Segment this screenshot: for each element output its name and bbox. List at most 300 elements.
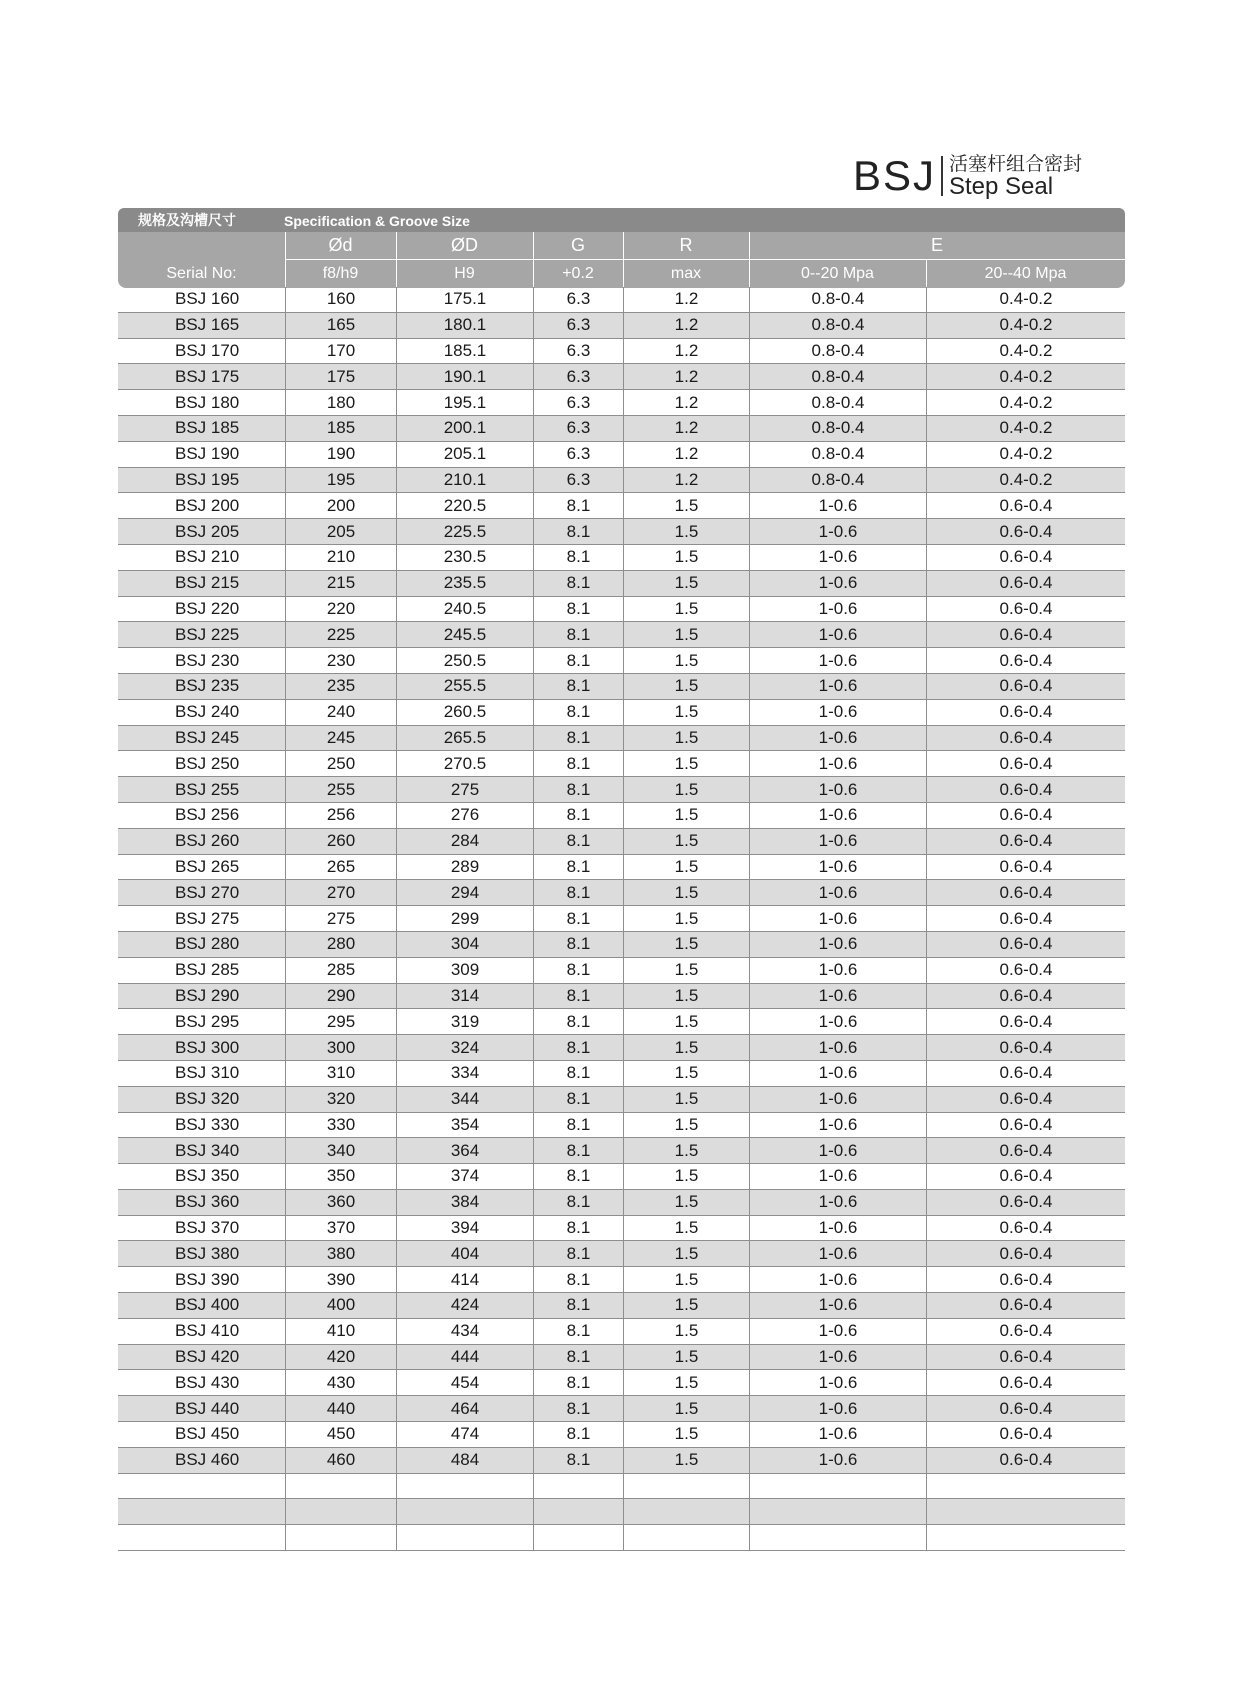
cell-d: 195 xyxy=(285,468,396,493)
cell-E-low xyxy=(749,1474,926,1499)
cell-D: 474 xyxy=(396,1422,533,1447)
cell-E-low: 0.8-0.4 xyxy=(749,442,926,467)
cell-R: 1.5 xyxy=(623,829,749,854)
cell-E-low: 0.8-0.4 xyxy=(749,416,926,441)
cell-E-high: 0.6-0.4 xyxy=(926,1164,1125,1189)
cell-serial: BSJ 320 xyxy=(175,1089,240,1109)
table-row xyxy=(118,1113,1125,1139)
cell-serial xyxy=(118,1499,285,1524)
cell-d: 400 xyxy=(285,1293,396,1318)
table-row xyxy=(118,1035,1125,1061)
cell-E-high: 0.4-0.2 xyxy=(926,390,1125,415)
table-row xyxy=(118,287,1125,313)
cell-D xyxy=(396,1525,533,1550)
cell-R: 1.5 xyxy=(623,1370,749,1395)
cell-d: 270 xyxy=(285,880,396,905)
table-row xyxy=(118,1525,1125,1551)
cell-R: 1.5 xyxy=(623,1267,749,1292)
cell-E-high xyxy=(926,1499,1125,1524)
header-divider xyxy=(396,232,397,288)
cell-serial: BSJ 370 xyxy=(175,1218,240,1238)
cell-serial: BSJ 310 xyxy=(175,1063,240,1083)
cell-E-low: 1-0.6 xyxy=(749,1345,926,1370)
cell-R: 1.5 xyxy=(623,571,749,596)
cell-G xyxy=(533,1474,623,1499)
cell-G: 8.1 xyxy=(533,1087,623,1112)
cell-E-high: 0.6-0.4 xyxy=(926,1190,1125,1215)
cell-D: 384 xyxy=(396,1190,533,1215)
cell-D: 444 xyxy=(396,1345,533,1370)
cell-E-high: 0.4-0.2 xyxy=(926,416,1125,441)
cell-E-low: 1-0.6 xyxy=(749,803,926,828)
cell-serial: BSJ 430 xyxy=(175,1372,240,1392)
cell-E-high: 0.4-0.2 xyxy=(926,364,1125,389)
cell-R: 1.5 xyxy=(623,906,749,931)
cell-d: 170 xyxy=(285,339,396,364)
cell-E-low: 1-0.6 xyxy=(749,1113,926,1138)
cell-E-high: 0.6-0.4 xyxy=(926,855,1125,880)
table-row xyxy=(118,1448,1125,1474)
cell-R: 1.5 xyxy=(623,1216,749,1241)
cell-E-high: 0.6-0.4 xyxy=(926,1035,1125,1060)
cell-E-low: 1-0.6 xyxy=(749,958,926,983)
cell-R: 1.2 xyxy=(623,364,749,389)
cell-R: 1.5 xyxy=(623,519,749,544)
cell-E-high: 0.6-0.4 xyxy=(926,1061,1125,1086)
cell-serial: BSJ 300 xyxy=(175,1037,240,1057)
cell-G: 8.1 xyxy=(533,1293,623,1318)
cell-R: 1.5 xyxy=(623,1345,749,1370)
cell-G: 6.3 xyxy=(533,442,623,467)
header-divider xyxy=(285,259,1125,260)
cell-E-low: 1-0.6 xyxy=(749,1370,926,1395)
cell-D: 424 xyxy=(396,1293,533,1318)
cell-G: 8.1 xyxy=(533,1319,623,1344)
cell-E-low: 1-0.6 xyxy=(749,1448,926,1473)
cell-E-high: 0.6-0.4 xyxy=(926,493,1125,518)
cell-G: 8.1 xyxy=(533,777,623,802)
cell-D: 414 xyxy=(396,1267,533,1292)
cell-D: 309 xyxy=(396,958,533,983)
cell-G: 8.1 xyxy=(533,1113,623,1138)
cell-E-low: 1-0.6 xyxy=(749,751,926,776)
cell-d: 360 xyxy=(285,1190,396,1215)
cell-serial: BSJ 285 xyxy=(175,960,240,980)
cell-D: 235.5 xyxy=(396,571,533,596)
cell-serial: BSJ 215 xyxy=(175,573,240,593)
cell-d: 285 xyxy=(285,958,396,983)
cell-serial: BSJ 220 xyxy=(175,598,240,618)
cell-D: 404 xyxy=(396,1241,533,1266)
cell-E-low: 1-0.6 xyxy=(749,648,926,673)
cell-D xyxy=(396,1474,533,1499)
cell-R: 1.5 xyxy=(623,674,749,699)
cell-D: 484 xyxy=(396,1448,533,1473)
table-row xyxy=(118,700,1125,726)
cell-d: 320 xyxy=(285,1087,396,1112)
table-row xyxy=(118,1190,1125,1216)
cell-serial: BSJ 330 xyxy=(175,1114,240,1134)
table-row xyxy=(118,571,1125,597)
table-row xyxy=(118,674,1125,700)
cell-d: 240 xyxy=(285,700,396,725)
cell-R xyxy=(623,1499,749,1524)
cell-G: 8.1 xyxy=(533,984,623,1009)
cell-D: 185.1 xyxy=(396,339,533,364)
cell-d: 175 xyxy=(285,364,396,389)
cell-E-low: 0.8-0.4 xyxy=(749,390,926,415)
cell-D: 374 xyxy=(396,1164,533,1189)
cell-D: 250.5 xyxy=(396,648,533,673)
cell-R: 1.5 xyxy=(623,855,749,880)
cell-E-high: 0.6-0.4 xyxy=(926,751,1125,776)
cell-R: 1.5 xyxy=(623,1087,749,1112)
cell-serial: BSJ 165 xyxy=(175,315,240,335)
cell-G: 8.1 xyxy=(533,545,623,570)
cell-G: 8.1 xyxy=(533,493,623,518)
cell-R: 1.2 xyxy=(623,416,749,441)
cell-D: 314 xyxy=(396,984,533,1009)
cell-serial: BSJ 350 xyxy=(175,1166,240,1186)
cell-E-high: 0.6-0.4 xyxy=(926,1370,1125,1395)
cell-serial: BSJ 225 xyxy=(175,624,240,644)
cell-E-high: 0.6-0.4 xyxy=(926,803,1125,828)
cell-D: 434 xyxy=(396,1319,533,1344)
table-row xyxy=(118,1241,1125,1267)
cell-G: 8.1 xyxy=(533,803,623,828)
cell-d: 450 xyxy=(285,1422,396,1447)
cell-E-low: 1-0.6 xyxy=(749,726,926,751)
cell-E-high: 0.6-0.4 xyxy=(926,777,1125,802)
cell-serial xyxy=(118,1474,285,1499)
cell-G: 8.1 xyxy=(533,519,623,544)
cell-E-high xyxy=(926,1525,1125,1550)
cell-E-low: 1-0.6 xyxy=(749,777,926,802)
cell-E-low: 1-0.6 xyxy=(749,1087,926,1112)
cell-d: 205 xyxy=(285,519,396,544)
cell-d: 245 xyxy=(285,726,396,751)
cell-R: 1.5 xyxy=(623,777,749,802)
cell-serial: BSJ 205 xyxy=(175,521,240,541)
cell-serial: BSJ 245 xyxy=(175,727,240,747)
cell-D: 275 xyxy=(396,777,533,802)
table-row xyxy=(118,364,1125,390)
cell-R: 1.5 xyxy=(623,1035,749,1060)
header-R-tolerance: max xyxy=(670,265,702,282)
cell-E-low: 1-0.6 xyxy=(749,1216,926,1241)
cell-d: 275 xyxy=(285,906,396,931)
cell-D: 245.5 xyxy=(396,622,533,647)
table-row xyxy=(118,1009,1125,1035)
cell-d: 330 xyxy=(285,1113,396,1138)
cell-E-low: 1-0.6 xyxy=(749,1035,926,1060)
cell-G: 8.1 xyxy=(533,674,623,699)
cell-serial: BSJ 235 xyxy=(175,676,240,696)
table-row xyxy=(118,442,1125,468)
cell-E-high xyxy=(926,1474,1125,1499)
cell-D: 364 xyxy=(396,1138,533,1163)
cell-D: 294 xyxy=(396,880,533,905)
cell-d: 295 xyxy=(285,1009,396,1034)
cell-E-low: 1-0.6 xyxy=(749,597,926,622)
cell-d: 215 xyxy=(285,571,396,596)
cell-D: 205.1 xyxy=(396,442,533,467)
cell-E-low: 1-0.6 xyxy=(749,1009,926,1034)
table-row xyxy=(118,545,1125,571)
cell-G: 8.1 xyxy=(533,1448,623,1473)
header-G-tolerance: +0.2 xyxy=(562,265,594,282)
cell-d: 200 xyxy=(285,493,396,518)
cell-E-high: 0.6-0.4 xyxy=(926,571,1125,596)
cell-D: 255.5 xyxy=(396,674,533,699)
cell-E-low: 1-0.6 xyxy=(749,906,926,931)
spec-table-body xyxy=(118,287,1125,1551)
table-row xyxy=(118,313,1125,339)
cell-serial: BSJ 260 xyxy=(175,831,240,851)
cell-G: 8.1 xyxy=(533,1370,623,1395)
cell-E-high: 0.6-0.4 xyxy=(926,1087,1125,1112)
table-row xyxy=(118,339,1125,365)
cell-D: 210.1 xyxy=(396,468,533,493)
header-E-high-pressure: 20--40 Mpa xyxy=(984,265,1067,282)
cell-serial: BSJ 265 xyxy=(175,856,240,876)
cell-serial: BSJ 295 xyxy=(175,1011,240,1031)
cell-D: 265.5 xyxy=(396,726,533,751)
cell-G: 8.1 xyxy=(533,1396,623,1421)
cell-E-low: 1-0.6 xyxy=(749,674,926,699)
cell-d: 220 xyxy=(285,597,396,622)
cell-E-high: 0.6-0.4 xyxy=(926,984,1125,1009)
cell-G: 8.1 xyxy=(533,1345,623,1370)
cell-G: 8.1 xyxy=(533,855,623,880)
cell-G: 8.1 xyxy=(533,648,623,673)
header-R: R xyxy=(679,235,693,255)
cell-D: 319 xyxy=(396,1009,533,1034)
cell-d: 350 xyxy=(285,1164,396,1189)
cell-D: 240.5 xyxy=(396,597,533,622)
cell-D: 299 xyxy=(396,906,533,931)
cell-E-high: 0.4-0.2 xyxy=(926,442,1125,467)
table-row xyxy=(118,648,1125,674)
cell-G: 8.1 xyxy=(533,571,623,596)
table-row xyxy=(118,726,1125,752)
cell-serial: BSJ 240 xyxy=(175,702,240,722)
cell-D: 276 xyxy=(396,803,533,828)
cell-d: 390 xyxy=(285,1267,396,1292)
cell-E-low: 1-0.6 xyxy=(749,1190,926,1215)
table-row xyxy=(118,932,1125,958)
cell-serial: BSJ 460 xyxy=(175,1450,240,1470)
cell-d: 300 xyxy=(285,1035,396,1060)
cell-R: 1.5 xyxy=(623,493,749,518)
table-row xyxy=(118,1216,1125,1242)
cell-serial: BSJ 256 xyxy=(175,805,240,825)
cell-D: 284 xyxy=(396,829,533,854)
header-D-tolerance: H9 xyxy=(454,265,475,282)
cell-serial: BSJ 250 xyxy=(175,753,240,773)
cell-E-high: 0.6-0.4 xyxy=(926,1396,1125,1421)
table-row xyxy=(118,1319,1125,1345)
cell-E-low: 1-0.6 xyxy=(749,1396,926,1421)
cell-E-high: 0.6-0.4 xyxy=(926,674,1125,699)
cell-d: 235 xyxy=(285,674,396,699)
cell-E-low: 1-0.6 xyxy=(749,700,926,725)
cell-D: 175.1 xyxy=(396,287,533,312)
cell-R: 1.5 xyxy=(623,726,749,751)
cell-E-high: 0.6-0.4 xyxy=(926,622,1125,647)
cell-E-high: 0.6-0.4 xyxy=(926,1138,1125,1163)
cell-E-low: 0.8-0.4 xyxy=(749,364,926,389)
table-row xyxy=(118,390,1125,416)
header-serial: Serial No: xyxy=(166,265,237,282)
cell-R: 1.5 xyxy=(623,1422,749,1447)
cell-d: 340 xyxy=(285,1138,396,1163)
header-d: Ød xyxy=(328,235,353,255)
cell-D: 454 xyxy=(396,1370,533,1395)
cell-E-high: 0.6-0.4 xyxy=(926,597,1125,622)
table-row xyxy=(118,1293,1125,1319)
cell-D: 334 xyxy=(396,1061,533,1086)
cell-D xyxy=(396,1499,533,1524)
cell-D: 394 xyxy=(396,1216,533,1241)
section-title-cn: 规格及沟槽尺寸 xyxy=(138,212,236,228)
product-code: BSJ xyxy=(853,152,937,199)
cell-R: 1.5 xyxy=(623,1138,749,1163)
cell-d: 430 xyxy=(285,1370,396,1395)
cell-d: 280 xyxy=(285,932,396,957)
cell-E-high: 0.6-0.4 xyxy=(926,932,1125,957)
table-row xyxy=(118,984,1125,1010)
cell-E-low: 1-0.6 xyxy=(749,1319,926,1344)
cell-E-high: 0.4-0.2 xyxy=(926,313,1125,338)
cell-E-high: 0.6-0.4 xyxy=(926,648,1125,673)
table-row xyxy=(118,751,1125,777)
cell-R: 1.5 xyxy=(623,932,749,957)
cell-d: 185 xyxy=(285,416,396,441)
section-title-bar xyxy=(118,208,1125,232)
cell-E-high: 0.4-0.2 xyxy=(926,287,1125,312)
cell-d: 256 xyxy=(285,803,396,828)
cell-R: 1.5 xyxy=(623,1190,749,1215)
cell-R: 1.5 xyxy=(623,958,749,983)
header-divider xyxy=(285,232,286,288)
cell-R: 1.5 xyxy=(623,1448,749,1473)
table-row xyxy=(118,906,1125,932)
cell-R: 1.2 xyxy=(623,442,749,467)
table-row xyxy=(118,1267,1125,1293)
cell-E-low: 1-0.6 xyxy=(749,571,926,596)
cell-d: 210 xyxy=(285,545,396,570)
cell-d: 230 xyxy=(285,648,396,673)
product-name-en: Step Seal xyxy=(949,173,1054,200)
header-G: G xyxy=(570,235,585,255)
cell-d: 290 xyxy=(285,984,396,1009)
cell-R: 1.5 xyxy=(623,622,749,647)
table-row xyxy=(118,493,1125,519)
cell-serial: BSJ 420 xyxy=(175,1347,240,1367)
cell-E-high: 0.6-0.4 xyxy=(926,1241,1125,1266)
cell-R: 1.5 xyxy=(623,1241,749,1266)
cell-G: 8.1 xyxy=(533,622,623,647)
cell-D: 225.5 xyxy=(396,519,533,544)
cell-serial: BSJ 190 xyxy=(175,444,240,464)
cell-R: 1.2 xyxy=(623,390,749,415)
cell-G: 8.1 xyxy=(533,1422,623,1447)
table-row xyxy=(118,622,1125,648)
cell-E-high: 0.6-0.4 xyxy=(926,726,1125,751)
cell-d xyxy=(285,1474,396,1499)
table-row xyxy=(118,1138,1125,1164)
cell-R: 1.5 xyxy=(623,1319,749,1344)
cell-G: 6.3 xyxy=(533,339,623,364)
cell-D: 260.5 xyxy=(396,700,533,725)
cell-G: 8.1 xyxy=(533,751,623,776)
cell-d: 255 xyxy=(285,777,396,802)
cell-d: 460 xyxy=(285,1448,396,1473)
table-row xyxy=(118,1164,1125,1190)
table-row xyxy=(118,1345,1125,1371)
cell-d: 370 xyxy=(285,1216,396,1241)
cell-E-low: 1-0.6 xyxy=(749,932,926,957)
cell-R xyxy=(623,1474,749,1499)
cell-E-high: 0.6-0.4 xyxy=(926,1113,1125,1138)
cell-R: 1.5 xyxy=(623,751,749,776)
cell-E-low: 1-0.6 xyxy=(749,1422,926,1447)
cell-G: 8.1 xyxy=(533,597,623,622)
cell-G xyxy=(533,1525,623,1550)
cell-d: 165 xyxy=(285,313,396,338)
cell-E-low: 1-0.6 xyxy=(749,855,926,880)
table-row xyxy=(118,468,1125,494)
cell-E-low xyxy=(749,1525,926,1550)
cell-E-low: 1-0.6 xyxy=(749,1164,926,1189)
cell-E-low: 1-0.6 xyxy=(749,880,926,905)
cell-serial: BSJ 175 xyxy=(175,366,240,386)
cell-R: 1.2 xyxy=(623,468,749,493)
cell-R: 1.5 xyxy=(623,984,749,1009)
cell-D: 180.1 xyxy=(396,313,533,338)
cell-G: 8.1 xyxy=(533,1035,623,1060)
cell-E-low: 0.8-0.4 xyxy=(749,339,926,364)
table-row xyxy=(118,597,1125,623)
cell-d: 160 xyxy=(285,287,396,312)
cell-G: 8.1 xyxy=(533,1061,623,1086)
cell-serial: BSJ 180 xyxy=(175,392,240,412)
table-row xyxy=(118,1396,1125,1422)
table-row xyxy=(118,519,1125,545)
cell-G: 6.3 xyxy=(533,364,623,389)
cell-serial: BSJ 255 xyxy=(175,779,240,799)
cell-G: 8.1 xyxy=(533,958,623,983)
cell-R: 1.5 xyxy=(623,1009,749,1034)
cell-E-low xyxy=(749,1499,926,1524)
cell-E-high: 0.6-0.4 xyxy=(926,1422,1125,1447)
cell-G: 8.1 xyxy=(533,932,623,957)
section-title-en: Specification & Groove Size xyxy=(284,213,470,229)
cell-d: 190 xyxy=(285,442,396,467)
cell-G: 8.1 xyxy=(533,700,623,725)
cell-D: 289 xyxy=(396,855,533,880)
cell-R xyxy=(623,1525,749,1550)
cell-E-low: 1-0.6 xyxy=(749,493,926,518)
product-name-cn: 活塞杆组合密封 xyxy=(949,154,1083,175)
cell-E-high: 0.6-0.4 xyxy=(926,1345,1125,1370)
cell-R: 1.5 xyxy=(623,880,749,905)
cell-R: 1.2 xyxy=(623,313,749,338)
cell-E-low: 1-0.6 xyxy=(749,519,926,544)
cell-E-high: 0.6-0.4 xyxy=(926,1009,1125,1034)
cell-serial: BSJ 195 xyxy=(175,469,240,489)
